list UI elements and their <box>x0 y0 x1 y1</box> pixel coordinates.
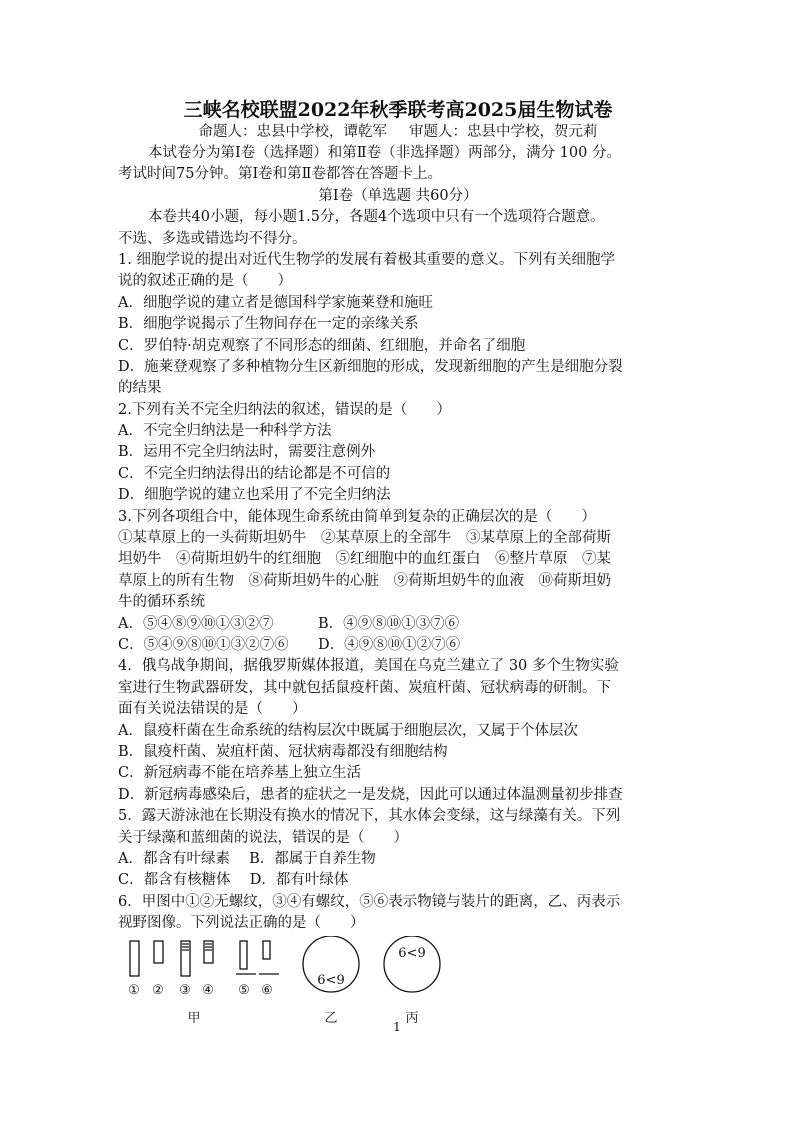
page-number: 1 <box>393 1020 401 1034</box>
option-d: D．④⑨⑧⑩①②⑦⑥ <box>318 636 461 653</box>
microscope-diagram <box>118 936 678 1054</box>
question-stem: 室进行生物武器研发，其中就包括鼠疫杆菌、炭疽杆菌、冠状病毒的研制。下 <box>118 679 611 696</box>
lens-1-shape <box>130 941 139 976</box>
reviewer-name: 审题人：忠县中学校，贺元莉 <box>409 124 598 140</box>
panel-label-jia: 甲 <box>187 1011 201 1027</box>
lens-3-shape <box>181 941 190 976</box>
section-heading: 第Ⅰ卷（单选题 共60分） <box>318 187 478 204</box>
lens-2-shape <box>154 941 163 963</box>
section-instruction: 不选、多选或错选均不得分。 <box>118 230 307 247</box>
question-stem: 5．露天游泳池在长期没有换水的情况下，其水体会变绿，这与绿藻有关。下列 <box>118 808 621 825</box>
option-row: A．都含有叶绿素 B．都属于自养生物 <box>118 850 376 867</box>
circle-text-yi: 6<9 <box>317 973 345 989</box>
lens-label: ② <box>152 983 164 999</box>
option-c: C．不完全归纳法得出的结论都是不可信的 <box>118 465 391 482</box>
field-circle-bing <box>384 936 440 992</box>
option-row <box>118 635 678 656</box>
option-a: A．鼠疫杆菌在生命系统的结构层次中既属于细胞层次，又属于个体层次 <box>118 722 578 739</box>
question-stem: ①某草原上的一头荷斯坦奶牛 ②某草原上的全部牛 ③某草原上的全部荷斯 <box>118 530 611 547</box>
lens-label: ⑥ <box>261 983 273 999</box>
option-b: B．运用不完全归纳法时，需要注意例外 <box>118 444 376 461</box>
question-stem: 1. 细胞学说的提出对近代生物学的发展有着极其重要的意义。下列有关细胞学 <box>118 251 615 268</box>
intro-line: 考试时间75分钟。第Ⅰ卷和第Ⅱ卷都答在答题卡上。 <box>118 166 443 183</box>
exam-page <box>118 98 678 1054</box>
question-stem: 说的叙述正确的是（ ） <box>118 273 292 290</box>
exam-body <box>118 143 678 1054</box>
question-stem: 视野图像。下列说法正确的是（ ） <box>118 915 365 932</box>
option-c: C．新冠病毒不能在培养基上独立生活 <box>118 765 362 782</box>
microscope-figure <box>118 936 678 1054</box>
option-b: B．④⑨⑧⑩①③⑦⑥ <box>318 615 460 632</box>
question-stem: 3.下列各项组合中，能体现生命系统由简单到复杂的正确层次的是（ ） <box>118 508 596 525</box>
lens-6-shape <box>263 941 270 959</box>
lens-label: ③ <box>179 983 191 999</box>
author-line <box>118 122 678 143</box>
option-b: B．细胞学说揭示了生物间存在一定的亲缘关系 <box>118 316 419 333</box>
panel-label-yi: 乙 <box>324 1011 338 1027</box>
question-stem: 牛的循环系统 <box>118 594 205 611</box>
lens-5-shape <box>240 941 247 969</box>
question-stem: 4．俄乌战争期间，据俄罗斯媒体报道，美国在乌克兰建立了 30 多个生物实验 <box>118 658 619 675</box>
lens-label: ④ <box>202 983 214 999</box>
lens-label: ① <box>128 983 140 999</box>
question-stem: 2.下列有关不完全归纳法的叙述，错误的是（ ） <box>118 401 451 418</box>
option-d: D．新冠病毒感染后，患者的症状之一是发烧，因此可以通过体温测量初步排查 <box>118 786 623 803</box>
option-row: C．都含有核糖体 D．都有叶绿体 <box>118 872 349 889</box>
question-stem: 关于绿藻和蓝细菌的说法，错误的是（ ） <box>118 829 408 846</box>
question-stem: 坦奶牛 ④荷斯坦奶牛的红细胞 ⑤红细胞中的血红蛋白 ⑥整片草原 ⑦某 <box>118 551 611 568</box>
option-a: A．细胞学说的建立者是德国科学家施莱登和施旺 <box>118 294 433 311</box>
option-b: B．鼠疫杆菌、炭疽杆菌、冠状病毒都没有细胞结构 <box>118 743 448 760</box>
section-instruction: 本卷共40小题，每小题1.5分，各题4个选项中只有一个选项符合题意。 <box>148 209 605 226</box>
question-stem: 面有关说法错误的是（ ） <box>118 701 307 718</box>
circle-text-bing: 6<9 <box>398 946 426 962</box>
panel-label-bing: 丙 <box>405 1011 419 1027</box>
option-c: C．⑤④⑨⑧⑩①③②⑦⑥ <box>118 636 289 653</box>
question-stem: 草原上的所有生物 ⑧荷斯坦奶牛的心脏 ⑨荷斯坦奶牛的血液 ⑩荷斯坦奶 <box>118 572 611 589</box>
exam-title: 三峡名校联盟2022年秋季联考高2025届生物试卷 <box>183 99 613 121</box>
setter-name: 命题人：忠县中学校，谭乾军 <box>198 124 387 140</box>
option-a: A．不完全归纳法是一种科学方法 <box>118 423 332 440</box>
question-stem: 6．甲图中①②无螺纹，③④有螺纹，⑤⑥表示物镜与装片的距离，乙、丙表示 <box>118 893 621 910</box>
intro-line: 本试卷分为第Ⅰ卷（选择题）和第Ⅱ卷（非选择题）两部分，满分 100 分。 <box>148 145 621 161</box>
option-d-continued: 的结果 <box>118 380 162 397</box>
option-c: C．罗伯特·胡克观察了不同形态的细菌、红细胞，并命名了细胞 <box>118 337 526 354</box>
lens-label: ⑤ <box>238 983 250 999</box>
option-d: D．施莱登观察了多种植物分生区新细胞的形成，发现新细胞的产生是细胞分裂 <box>118 358 623 375</box>
option-a: A．⑤④⑧⑨⑩①③②⑦ <box>118 615 274 632</box>
option-d: D．细胞学说的建立也采用了不完全归纳法 <box>118 487 391 504</box>
option-row <box>118 614 678 635</box>
